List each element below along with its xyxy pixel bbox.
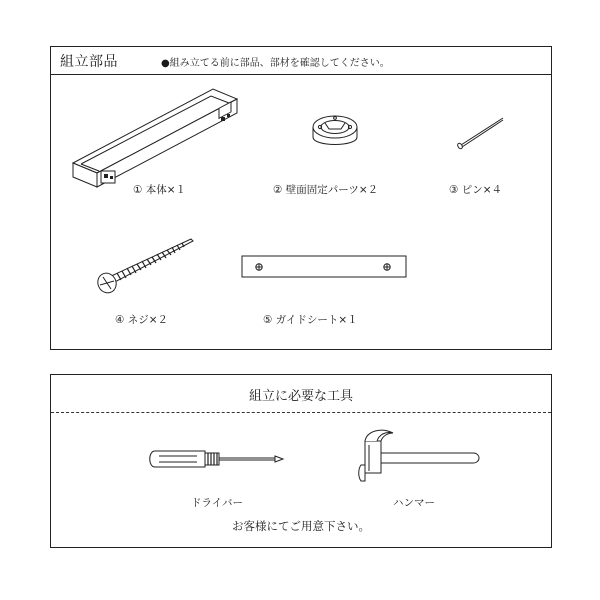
tools-divider: [51, 412, 551, 413]
tool-label-hammer: ハンマー: [393, 497, 435, 509]
screw-icon: [95, 235, 199, 299]
tools-title: 組立に必要な工具: [248, 389, 353, 404]
part-label-pin: ③ ピン×４: [449, 184, 503, 196]
parts-header: [51, 47, 551, 75]
screwdriver-icon: [147, 447, 287, 473]
parts-title: 組立部品: [60, 54, 118, 70]
parts-panel: [50, 46, 552, 350]
part-label-body: ① 本体×１: [133, 184, 187, 196]
tools-panel: [50, 374, 552, 548]
tools-note: お客様にてご用意下さい。: [232, 519, 370, 533]
parts-note: ●組み立てる前に部品、部材を確認してください。: [161, 58, 390, 69]
tool-label-screwdriver: ドライバー: [191, 497, 243, 509]
pin-icon: [455, 115, 507, 151]
shelf-body-icon: [71, 87, 241, 197]
guide-sheet-icon: [241, 255, 407, 279]
wall-fixing-part-icon: [309, 109, 361, 153]
part-label-screw: ④ ネジ×２: [115, 314, 169, 326]
part-label-wall-fixing: ② 壁面固定パーツ×２: [273, 184, 379, 196]
part-label-guide-sheet: ⑤ ガイドシート×１: [263, 314, 358, 326]
hammer-icon: [347, 427, 483, 483]
